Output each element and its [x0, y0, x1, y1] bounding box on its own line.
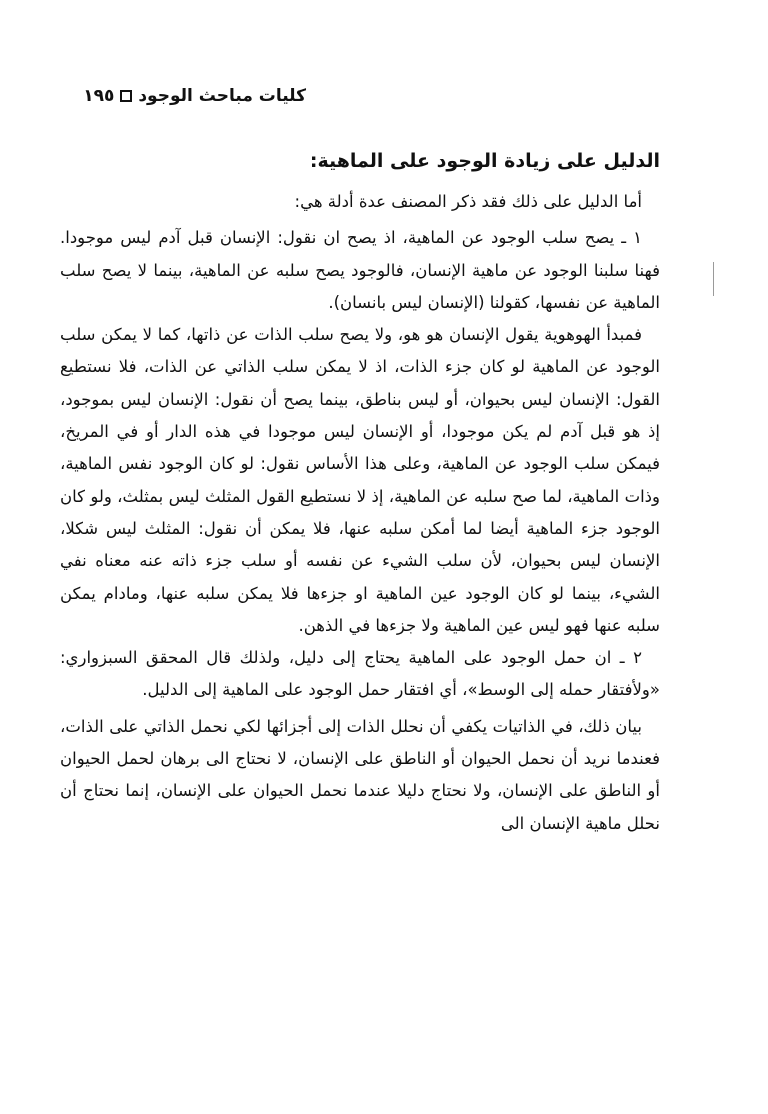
margin-mark: [713, 262, 714, 296]
running-header: [83, 86, 306, 106]
paragraph-intro: أما الدليل على ذلك فقد ذكر المصنف عدة أدلة هي:: [294, 192, 642, 211]
running-title: كليات مباحث الوجود: [138, 86, 306, 106]
page-number: ١٩٥: [83, 86, 115, 106]
paragraph-point-1: ١ ـ يصح سلب الوجود عن الماهية، اذ يصح ان نقول: الإنسان قبل آدم ليس موجودا. فهنا سلبنا الوجود عن ماهية الإنسان، فالوجود يصح سلبه عن الماهية، بينما لا يصح سلب الماهية عن نفسها، كقولنا (الإنسان ليس بانسان).: [60, 228, 660, 312]
paragraph-identity-principle: فمبدأ الهوهوية يقول الإنسان هو هو، ولا يصح سلب الذات عن ذاتها، كما لا يمكن سلب الوجود عن الماهية لو كان جزء الذات، اذ لا يمكن سلب الذاتي عن الذات، فلا نستطيع القول: الإنسان ليس بحيوان، أو ليس بناطق، بينما يصح أن نقول: الإنسان ليس بموجود، إذ هو قبل آدم لم يكن موجودا، أو الإنسان ليس موجودا في هذه الدار أو في المريخ، فيمكن سلب الوجود عن الماهية، وعلى هذا الأساس نقول: لو كان الوجود نفس الماهية، وذات الماهية، لما صح سلبه عن الماهية، إذ لا نستطيع القول المثلث ليس بمثلث، ولو كان الوجود جزء الماهية أيضا لما أمكن سلبه عنها، فلا يمكن أن نقول: المثلث ليس شكلا، الإنسان ليس بحيوان، لأن سلب الشيء عن نفسه أو سلب جزء ذاته عنه معناه نفي الشيء، بينما لو كان الوجود عين الماهية او جزءها فلا يمكن سلبه عنها، ومادام يمكن سلبه عنها فهو ليس عين الماهية ولا جزءها في الذهن.: [60, 325, 660, 635]
body-text: [60, 186, 660, 840]
paragraph-explanation: بيان ذلك، في الذاتيات يكفي أن نحلل الذات إلى أجزائها لكي نحمل الذاتي على الذات، فعندما نريد أن نحمل الحيوان أو الناطق على الإنسان، لا نحتاج الى برهان لحمل الحيوان أو الناطق على الإنسان، ولا نحتاج دليلا عندما نحمل الحيوان على الإنسان، إنما نحتاج أن نحلل ماهية الإنسان الى: [60, 716, 660, 833]
section-heading: الدليل على زيادة الوجود على الماهية:: [309, 150, 660, 172]
paragraph-point-2: ٢ ـ ان حمل الوجود على الماهية يحتاج إلى دليل، ولذلك قال المحقق السبزواري: «ولأفتقار حمله إلى الوسط»، أي افتقار حمل الوجود على الماهية إلى الدليل.: [60, 648, 660, 700]
header-square-icon: [120, 90, 132, 102]
